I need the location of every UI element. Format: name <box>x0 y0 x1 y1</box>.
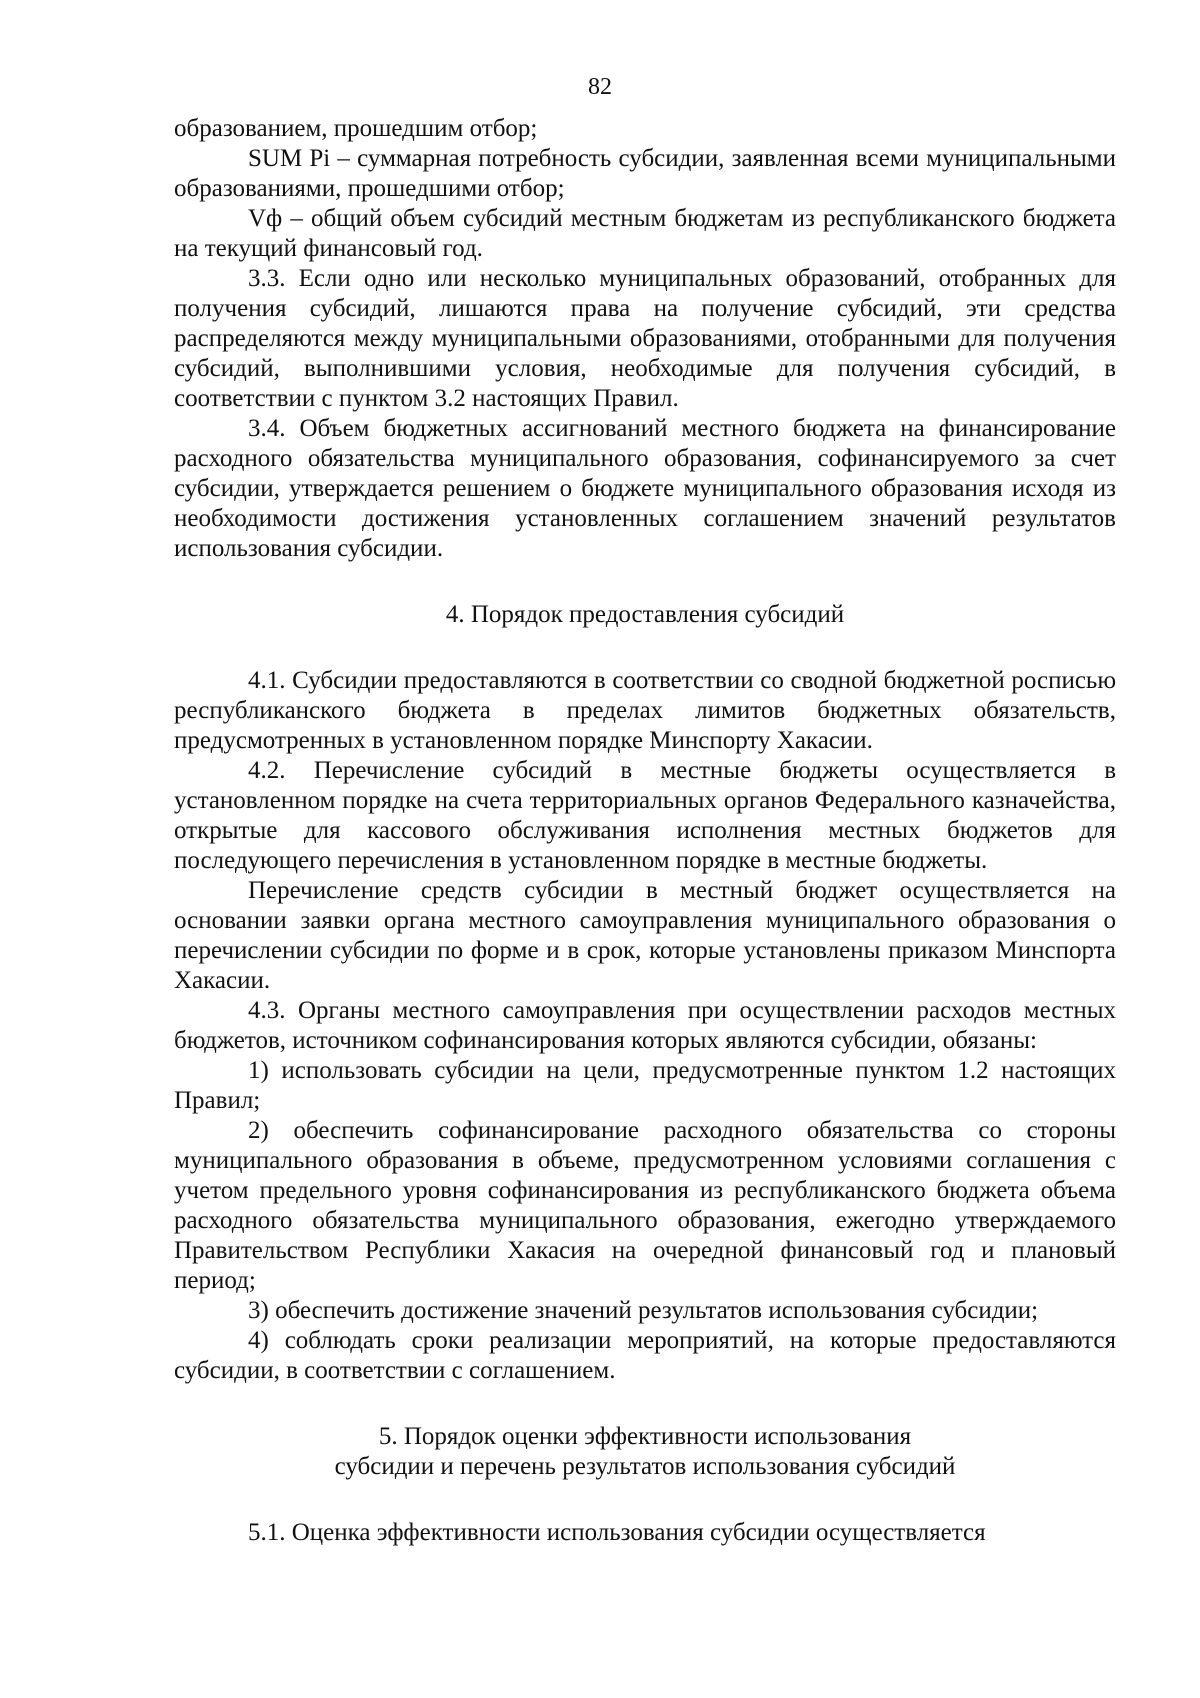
paragraph: 5.1. Оценка эффективности использования субсидии осуществляется <box>248 1519 986 1546</box>
paragraph: 4) соблюдать сроки реализации мероприятий, на которые предоставляются субсидии, в соответствии с соглашением. <box>174 1327 1116 1384</box>
paragraph: Перечисление средств субсидии в местный бюджет осуществляется на основании заявки органа местного самоуправления муниципального образования о перечислении субсидии по форме и в срок, которые установлены приказом Минспорта Хакасии. <box>174 877 1116 994</box>
paragraph: 4.2. Перечисление субсидий в местные бюджеты осуществляется в установленном порядке на счета территориальных органов Федерального казначейства, открытые для кассового обслуживания исполнения местных бюджетов для последующего перечисления в установленном порядке в местные бюджеты. <box>174 757 1116 874</box>
section-heading <box>174 1422 1116 1482</box>
paragraph: образованием, прошедшим отбор; <box>174 115 538 142</box>
paragraph: Vф – общий объем субсидий местным бюджетам из республиканского бюджета на текущий финансовый год. <box>174 205 1116 262</box>
paragraph: SUM Pi – суммарная потребность субсидии, заявленная всеми муниципальными образованиями, прошедшими отбор; <box>174 145 1116 202</box>
section-heading <box>174 600 1116 630</box>
page-number: 82 <box>588 74 612 100</box>
section-heading-line: субсидии и перечень результатов использования субсидий <box>334 1453 956 1480</box>
section-heading-line: 4. Порядок предоставления субсидий <box>445 601 845 628</box>
paragraph: 4.3. Органы местного самоуправления при осуществлении расходов местных бюджетов, источником софинансирования которых являются субсидии, обязаны: <box>174 997 1116 1054</box>
paragraph: 2) обеспечить софинансирование расходного обязательства со стороны муниципального образования в объеме, предусмотренном условиями соглашения с учетом предельного уровня софинансирования из республиканского бюджета объема расходного обязательства муниципального образования, ежегодно утверждаемого Правительством Республики Хакасия на очередной финансовый год и плановый период; <box>174 1117 1116 1294</box>
paragraph: 3.4. Объем бюджетных ассигнований местного бюджета на финансирование расходного обязательства муниципального образования, софинансируемого за счет субсидии, утверждается решением о бюджете муниципального образования исходя из необходимости достижения установленных соглашением значений результатов использования субсидии. <box>174 415 1116 562</box>
paragraph: 3) обеспечить достижение значений результатов использования субсидии; <box>248 1297 1039 1324</box>
section-heading-line: 5. Порядок оценки эффективности использования <box>378 1423 912 1450</box>
paragraph: 3.3. Если одно или несколько муниципальных образований, отобранных для получения субсидий, лишаются права на получение субсидий, эти средства распределяются между муниципальными образованиями, отобранными для получения субсидий, выполнившими условия, необходимые для получения субсидий, в соответствии с пунктом 3.2 настоящих Правил. <box>174 265 1116 412</box>
paragraph: 1) использовать субсидии на цели, предусмотренные пунктом 1.2 настоящих Правил; <box>174 1057 1116 1114</box>
paragraph: 4.1. Субсидии предоставляются в соответствии со сводной бюджетной росписью республиканского бюджета в пределах лимитов бюджетных обязательств, предусмотренных в установленном порядке Минспорту Хакасии. <box>174 667 1116 754</box>
document-body <box>174 114 1116 1548</box>
